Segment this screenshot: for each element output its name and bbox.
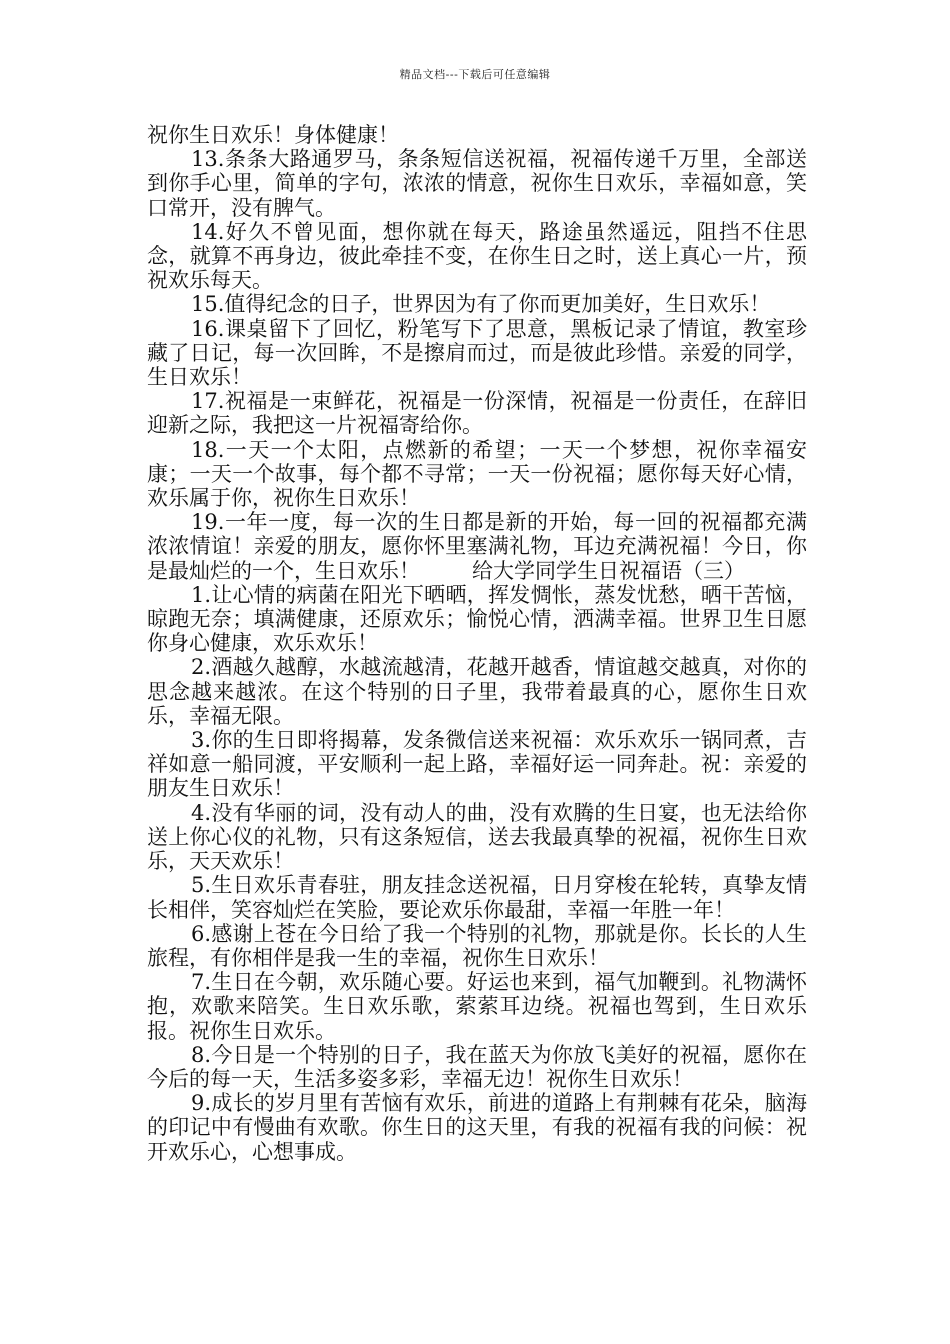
paragraph-9: 9.成长的岁月里有苦恼有欢乐，前进的道路上有荆棘有花朵，脑海的印记中有慢曲有欢歌。你生日的这天里，有我的祝福有我的问候：祝开欢乐心，心想事成。: [147, 1091, 807, 1164]
paragraph-19: [147, 510, 807, 583]
document-body: [147, 123, 807, 1164]
paragraph-5: 5.生日欢乐青春驻，朋友挂念送祝福，日月穿梭在轮转，真挚友情长相伴，笑容灿烂在笑脸，要论欢乐你最甜，幸福一年胜一年！: [147, 873, 807, 922]
paragraph-14: 14.好久不曾见面，想你就在每天，路途虽然遥远，阻挡不住思念，就算不再身边，彼此牵挂不变，在你生日之时，送上真心一片，预祝欢乐每天。: [147, 219, 807, 293]
paragraph-4: 4.没有华丽的词，没有动人的曲，没有欢腾的生日宴，也无法给你送上你心仪的礼物，只有这条短信，送去我最真挚的祝福，祝你生日欢乐，天天欢乐！: [147, 800, 807, 874]
paragraph-7: 7.生日在今朝，欢乐随心要。好运也来到，福气加鞭到。礼物满怀抱，欢歌来陪笑。生日欢乐歌，萦萦耳边绕。祝福也驾到，生日欢乐报。祝你生日欢乐。: [147, 970, 807, 1043]
page-header: 精品文档---下载后可任意编辑: [399, 68, 551, 81]
section-heading: 给大学同学生日祝福语（三）: [472, 558, 745, 583]
paragraph-19-text: 19.一年一度，每一次的生日都是新的开始，每一回的祝福都充满浓浓情谊！亲爱的朋友，愿你怀里塞满礼物，耳边充满祝福！今日，你是最灿烂的一个，生日欢乐！: [147, 510, 807, 583]
paragraph-13: 13.条条大路通罗马，条条短信送祝福，祝福传递千万里，全部送到你手心里，简单的字句，浓浓的情意，祝你生日欢乐，幸福如意，笑口常开，没有脾气。: [147, 147, 807, 220]
paragraph-2: 2.酒越久越醇，水越流越清，花越开越香，情谊越交越真，对你的思念越来越浓。在这个特别的日子里，我带着最真的心，愿你生日欢乐，幸福无限。: [147, 655, 807, 728]
paragraph-15: 15.值得纪念的日子，世界因为有了你而更加美好，生日欢乐！: [191, 292, 771, 317]
paragraph-16: 16.课桌留下了回忆，粉笔写下了思意，黑板记录了情谊，教室珍藏了日记，每一次回眸，不是擦肩而过，而是彼此珍惜。亲爱的同学，生日欢乐！: [147, 316, 807, 390]
paragraph-8: 8.今日是一个特别的日子，我在蓝天为你放飞美好的祝福，愿你在今后的每一天，生活多姿多彩，幸福无边！祝你生日欢乐！: [147, 1042, 807, 1091]
intro-line: 祝你生日欢乐！身体健康！: [147, 123, 399, 147]
paragraph-3: 3.你的生日即将揭幕，发条微信送来祝福：欢乐欢乐一锅同煮，吉祥如意一船同渡，平安顺利一起上路，幸福好运一同奔赴。祝：亲爱的朋友生日欢乐！: [147, 728, 807, 801]
paragraph-6: 6.感谢上苍在今日给了我一个特别的礼物，那就是你。长长的人生旅程，有你相伴是我一生的幸福，祝你生日欢乐！: [147, 921, 807, 970]
paragraph-1: 1.让心情的病菌在阳光下晒晒，挥发惆怅，蒸发忧愁，晒干苦恼，晾跑无奈；填满健康，还原欢乐；愉悦心情，洒满幸福。世界卫生日愿你身心健康，欢乐欢乐！: [147, 582, 807, 656]
paragraph-17: 17.祝福是一束鲜花，祝福是一份深情，祝福是一份责任，在辞旧迎新之际，我把这一片祝福寄给你。: [147, 389, 807, 438]
paragraph-18: 18.一天一个太阳，点燃新的希望；一天一个梦想，祝你幸福安康；一天一个故事，每个都不寻常；一天一份祝福；愿你每天好心情，欢乐属于你，祝你生日欢乐！: [147, 437, 807, 511]
